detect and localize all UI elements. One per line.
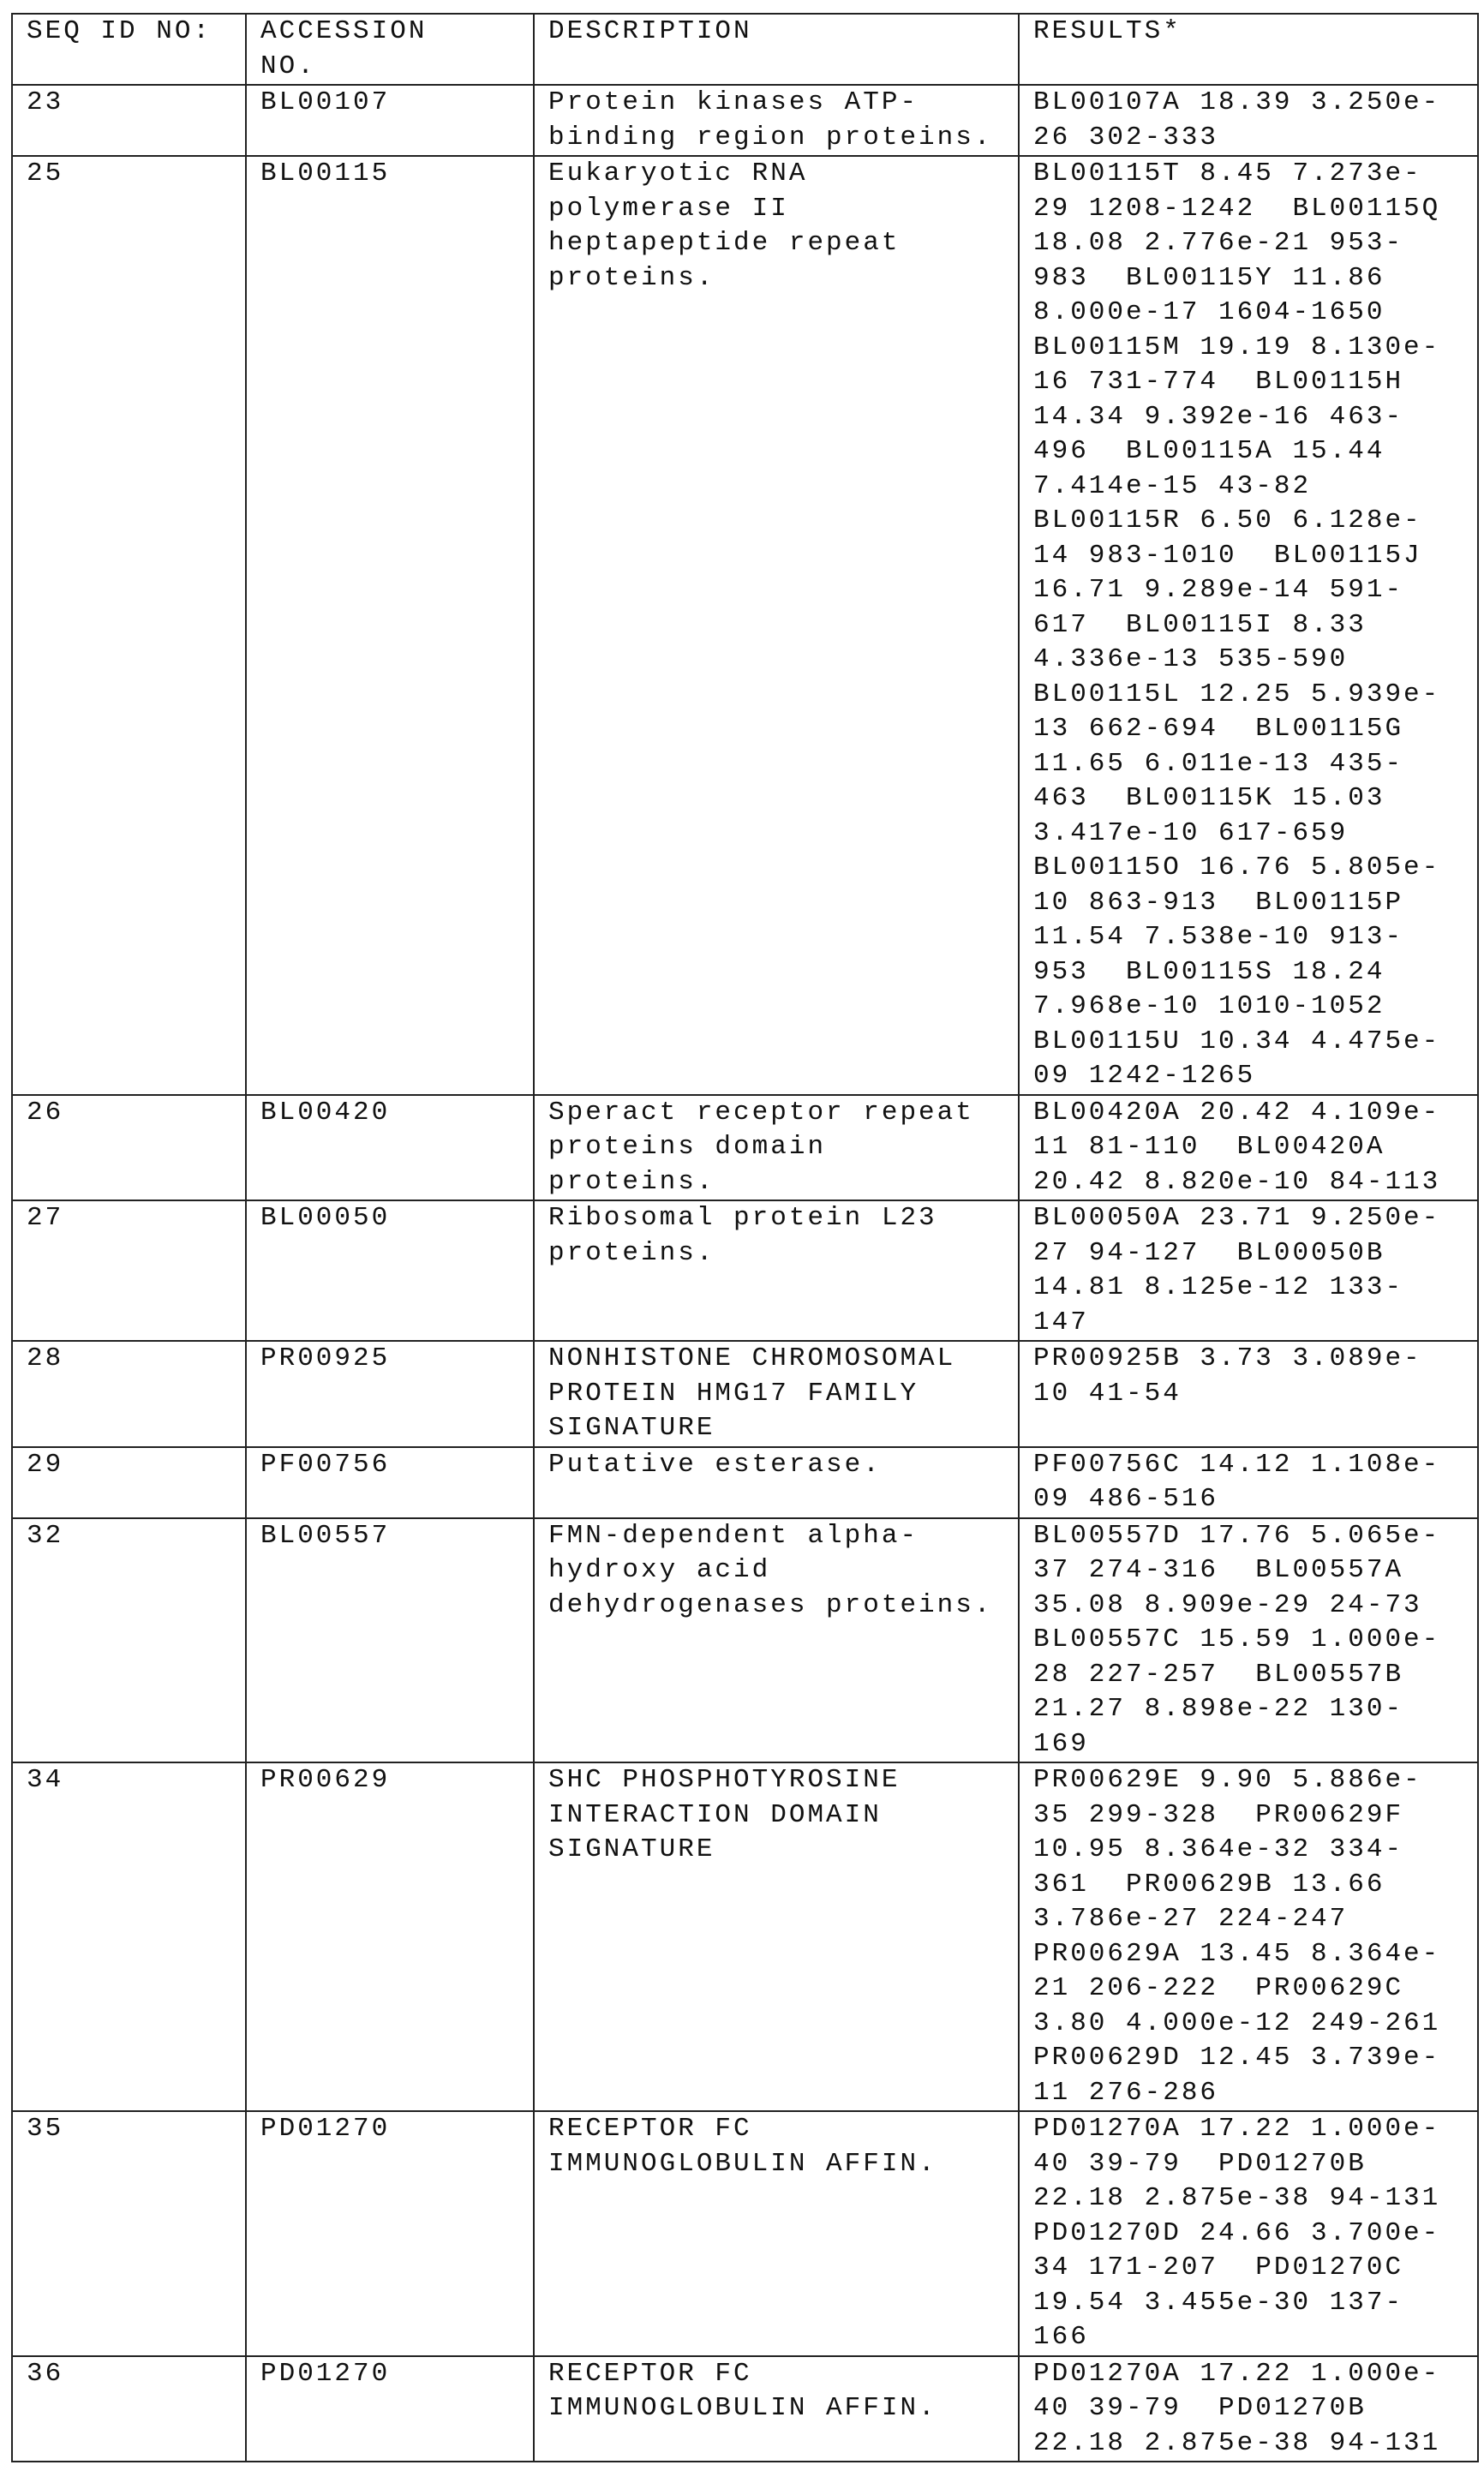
description-cell-line: INTERACTION DOMAIN (548, 1798, 1018, 1834)
results-cell-line: 3.80 4.000e-12 249-261 (1033, 2007, 1477, 2042)
description-cell-line: Eukaryotic RNA (548, 157, 1018, 192)
seq-id-cell (12, 1447, 246, 1518)
results-cell-line: 11 276-286 (1033, 2076, 1477, 2111)
results-cell (1019, 1518, 1478, 1763)
accession-header-line: ACCESSION (260, 15, 533, 50)
results-cell-line: PD01270A 17.22 1.000e- (1033, 2357, 1477, 2392)
results-cell-line: 27 94-127 BL00050B (1033, 1236, 1477, 1271)
seq-id: 28 (27, 1342, 245, 1377)
results-cell-line: 4.336e-13 535-590 (1033, 643, 1477, 678)
results-cell-line: PR00925B 3.73 3.089e- (1033, 1342, 1477, 1377)
seq-id-header (12, 14, 246, 85)
results-cell-line: 26 302-333 (1033, 121, 1477, 156)
description-cell (534, 156, 1019, 1095)
accession-number: BL00050 (260, 1201, 533, 1236)
results-cell-line: 14.81 8.125e-12 133- (1033, 1271, 1477, 1306)
results-cell-line: 10 41-54 (1033, 1377, 1477, 1412)
results-cell-line: 10.95 8.364e-32 334- (1033, 1833, 1477, 1868)
results-table (11, 13, 1479, 2462)
description-cell-line: polymerase II (548, 192, 1018, 227)
results-cell-line: 8.000e-17 1604-1650 (1033, 296, 1477, 331)
results-cell-line: BL00557D 17.76 5.065e- (1033, 1519, 1477, 1554)
results-cell-line: 11 81-110 BL00420A (1033, 1130, 1477, 1165)
results-cell-line: 14 983-1010 BL00115J (1033, 539, 1477, 574)
results-cell-line: 16.71 9.289e-14 591- (1033, 573, 1477, 608)
results-cell-line: BL00115M 19.19 8.130e- (1033, 331, 1477, 366)
results-cell-line: 361 PR00629B 13.66 (1033, 1868, 1477, 1903)
accession-cell (246, 156, 534, 1095)
accession-number: PR00925 (260, 1342, 533, 1377)
seq-id: 35 (27, 2112, 245, 2147)
seq-id-cell (12, 2111, 246, 2356)
results-cell-line: 35.08 8.909e-29 24-73 (1033, 1588, 1477, 1624)
results-cell-line: 34 171-207 PD01270C (1033, 2251, 1477, 2286)
accession-number: BL00420 (260, 1096, 533, 1131)
results-cell-line: 11.65 6.011e-13 435- (1033, 747, 1477, 782)
description-cell (534, 1341, 1019, 1447)
seq-id-header-line: SEQ ID NO: (27, 15, 245, 50)
seq-id: 26 (27, 1096, 245, 1131)
seq-id-cell (12, 1762, 246, 2111)
results-cell-line: 09 486-516 (1033, 1482, 1477, 1517)
results-cell-line: PR00629E 9.90 5.886e- (1033, 1763, 1477, 1798)
description-cell-line: IMMUNOGLOBULIN AFFIN. (548, 2147, 1018, 2182)
accession-number: BL00557 (260, 1519, 533, 1554)
description-cell-line: SIGNATURE (548, 1411, 1018, 1446)
table-row (12, 1518, 1478, 1763)
results-cell (1019, 1447, 1478, 1518)
results-cell (1019, 1095, 1478, 1201)
results-cell-line: BL00115O 16.76 5.805e- (1033, 851, 1477, 886)
results-cell-line: 496 BL00115A 15.44 (1033, 434, 1477, 470)
accession-header-line: NO. (260, 50, 533, 85)
accession-number: PD01270 (260, 2357, 533, 2392)
results-cell-line: 7.414e-15 43-82 (1033, 470, 1477, 505)
results-cell-line: 29 1208-1242 BL00115Q (1033, 192, 1477, 227)
accession-number: PR00629 (260, 1763, 533, 1798)
description-cell-line: SIGNATURE (548, 1833, 1018, 1868)
description-cell-line: proteins. (548, 1236, 1018, 1271)
accession-cell (246, 1095, 534, 1201)
results-cell-line: 16 731-774 BL00115H (1033, 365, 1477, 400)
results-header (1019, 14, 1478, 85)
results-cell (1019, 1341, 1478, 1447)
seq-id: 23 (27, 86, 245, 121)
description-cell (534, 2111, 1019, 2356)
description-cell-line: NONHISTONE CHROMOSOMAL (548, 1342, 1018, 1377)
results-cell-line: 983 BL00115Y 11.86 (1033, 261, 1477, 296)
accession-cell (246, 85, 534, 156)
results-cell-line: 20.42 8.820e-10 84-113 (1033, 1165, 1477, 1200)
table-row (12, 1762, 1478, 2111)
seq-id: 25 (27, 157, 245, 192)
description-cell (534, 85, 1019, 156)
accession-cell (246, 1518, 534, 1763)
results-cell-line: 617 BL00115I 8.33 (1033, 608, 1477, 643)
results-cell-line: 09 1242-1265 (1033, 1059, 1477, 1094)
results-cell-line: 21 206-222 PR00629C (1033, 1971, 1477, 2007)
header-row (12, 14, 1478, 85)
results-cell (1019, 1762, 1478, 2111)
description-cell (534, 2356, 1019, 2462)
results-cell-line: 37 274-316 BL00557A (1033, 1553, 1477, 1588)
table-row (12, 1447, 1478, 1518)
description-cell-line: IMMUNOGLOBULIN AFFIN. (548, 2391, 1018, 2426)
results-cell-line: 40 39-79 PD01270B (1033, 2147, 1477, 2182)
results-cell (1019, 156, 1478, 1095)
results-cell (1019, 1200, 1478, 1341)
description-cell-line: proteins domain (548, 1130, 1018, 1165)
description-cell-line: RECEPTOR FC (548, 2357, 1018, 2392)
seq-id: 36 (27, 2357, 245, 2392)
results-cell-line: 10 863-913 BL00115P (1033, 886, 1477, 921)
description-cell-line: Ribosomal protein L23 (548, 1201, 1018, 1236)
results-cell-line: 35 299-328 PR00629F (1033, 1798, 1477, 1834)
results-cell-line: 169 (1033, 1727, 1477, 1762)
table-row (12, 156, 1478, 1095)
description-cell-line: Putative esterase. (548, 1448, 1018, 1483)
results-cell-line: BL00115R 6.50 6.128e- (1033, 504, 1477, 539)
seq-id: 27 (27, 1201, 245, 1236)
accession-cell (246, 2111, 534, 2356)
results-cell-line: 13 662-694 BL00115G (1033, 712, 1477, 747)
accession-cell (246, 1200, 534, 1341)
description-cell-line: RECEPTOR FC (548, 2112, 1018, 2147)
seq-id-cell (12, 85, 246, 156)
description-header (534, 14, 1019, 85)
description-cell (534, 1095, 1019, 1201)
results-cell-line: PF00756C 14.12 1.108e- (1033, 1448, 1477, 1483)
results-cell-line: 166 (1033, 2320, 1477, 2355)
results-cell-line: BL00420A 20.42 4.109e- (1033, 1096, 1477, 1131)
table-row (12, 1095, 1478, 1201)
description-cell-line: binding region proteins. (548, 121, 1018, 156)
results-cell-line: BL00050A 23.71 9.250e- (1033, 1201, 1477, 1236)
results-cell-line: BL00557C 15.59 1.000e- (1033, 1623, 1477, 1658)
results-cell-line: 21.27 8.898e-22 130- (1033, 1692, 1477, 1727)
seq-id: 32 (27, 1519, 245, 1554)
description-cell-line: SHC PHOSPHOTYROSINE (548, 1763, 1018, 1798)
results-cell (1019, 85, 1478, 156)
results-cell-line: 18.08 2.776e-21 953- (1033, 226, 1477, 261)
description-header-line: DESCRIPTION (548, 15, 1018, 50)
results-cell-line: 22.18 2.875e-38 94-131 (1033, 2426, 1477, 2462)
results-cell-line: 22.18 2.875e-38 94-131 (1033, 2181, 1477, 2217)
description-cell (534, 1447, 1019, 1518)
accession-number: PF00756 (260, 1448, 533, 1483)
seq-id-cell (12, 156, 246, 1095)
description-cell-line: dehydrogenases proteins. (548, 1588, 1018, 1624)
description-cell-line: proteins. (548, 261, 1018, 296)
accession-header (246, 14, 534, 85)
results-cell (1019, 2356, 1478, 2462)
accession-number: BL00107 (260, 86, 533, 121)
results-cell-line: 3.417e-10 617-659 (1033, 817, 1477, 852)
seq-id-cell (12, 1095, 246, 1201)
results-cell-line: BL00115L 12.25 5.939e- (1033, 678, 1477, 713)
results-cell-line: 953 BL00115S 18.24 (1033, 955, 1477, 990)
table-row (12, 2111, 1478, 2356)
results-cell-line: 147 (1033, 1306, 1477, 1341)
table-row (12, 1341, 1478, 1447)
description-cell (534, 1200, 1019, 1341)
seq-id-cell (12, 1200, 246, 1341)
seq-id-cell (12, 1518, 246, 1763)
results-header-line: RESULTS* (1033, 15, 1477, 50)
description-cell-line: PROTEIN HMG17 FAMILY (548, 1377, 1018, 1412)
results-cell-line: BL00115U 10.34 4.475e- (1033, 1025, 1477, 1060)
seq-id: 34 (27, 1763, 245, 1798)
description-cell-line: proteins. (548, 1165, 1018, 1200)
results-cell-line: PD01270D 24.66 3.700e- (1033, 2217, 1477, 2252)
description-cell-line: hydroxy acid (548, 1553, 1018, 1588)
accession-cell (246, 1341, 534, 1447)
results-cell-line: 14.34 9.392e-16 463- (1033, 400, 1477, 435)
seq-id: 29 (27, 1448, 245, 1483)
results-cell-line: 28 227-257 BL00557B (1033, 1658, 1477, 1693)
seq-id-cell (12, 1341, 246, 1447)
accession-number: BL00115 (260, 157, 533, 192)
results-cell-line: 463 BL00115K 15.03 (1033, 781, 1477, 817)
accession-number: PD01270 (260, 2112, 533, 2147)
description-cell-line: Speract receptor repeat (548, 1096, 1018, 1131)
results-cell-line: 19.54 3.455e-30 137- (1033, 2286, 1477, 2321)
description-cell (534, 1518, 1019, 1763)
table-row (12, 85, 1478, 156)
table-row (12, 1200, 1478, 1341)
results-cell-line: BL00107A 18.39 3.250e- (1033, 86, 1477, 121)
results-cell-line: 7.968e-10 1010-1052 (1033, 990, 1477, 1025)
results-cell-line: PD01270A 17.22 1.000e- (1033, 2112, 1477, 2147)
results-cell-line: 11.54 7.538e-10 913- (1033, 920, 1477, 955)
results-cell-line: 3.786e-27 224-247 (1033, 1902, 1477, 1937)
results-cell-line: PR00629A 13.45 8.364e- (1033, 1937, 1477, 1972)
accession-cell (246, 1447, 534, 1518)
accession-cell (246, 1762, 534, 2111)
description-cell (534, 1762, 1019, 2111)
results-cell (1019, 2111, 1478, 2356)
description-cell-line: FMN-dependent alpha- (548, 1519, 1018, 1554)
results-cell-line: 40 39-79 PD01270B (1033, 2391, 1477, 2426)
description-cell-line: heptapeptide repeat (548, 226, 1018, 261)
seq-id-cell (12, 2356, 246, 2462)
results-cell-line: PR00629D 12.45 3.739e- (1033, 2041, 1477, 2076)
table-row (12, 2356, 1478, 2462)
description-cell-line: Protein kinases ATP- (548, 86, 1018, 121)
accession-cell (246, 2356, 534, 2462)
results-cell-line: BL00115T 8.45 7.273e- (1033, 157, 1477, 192)
